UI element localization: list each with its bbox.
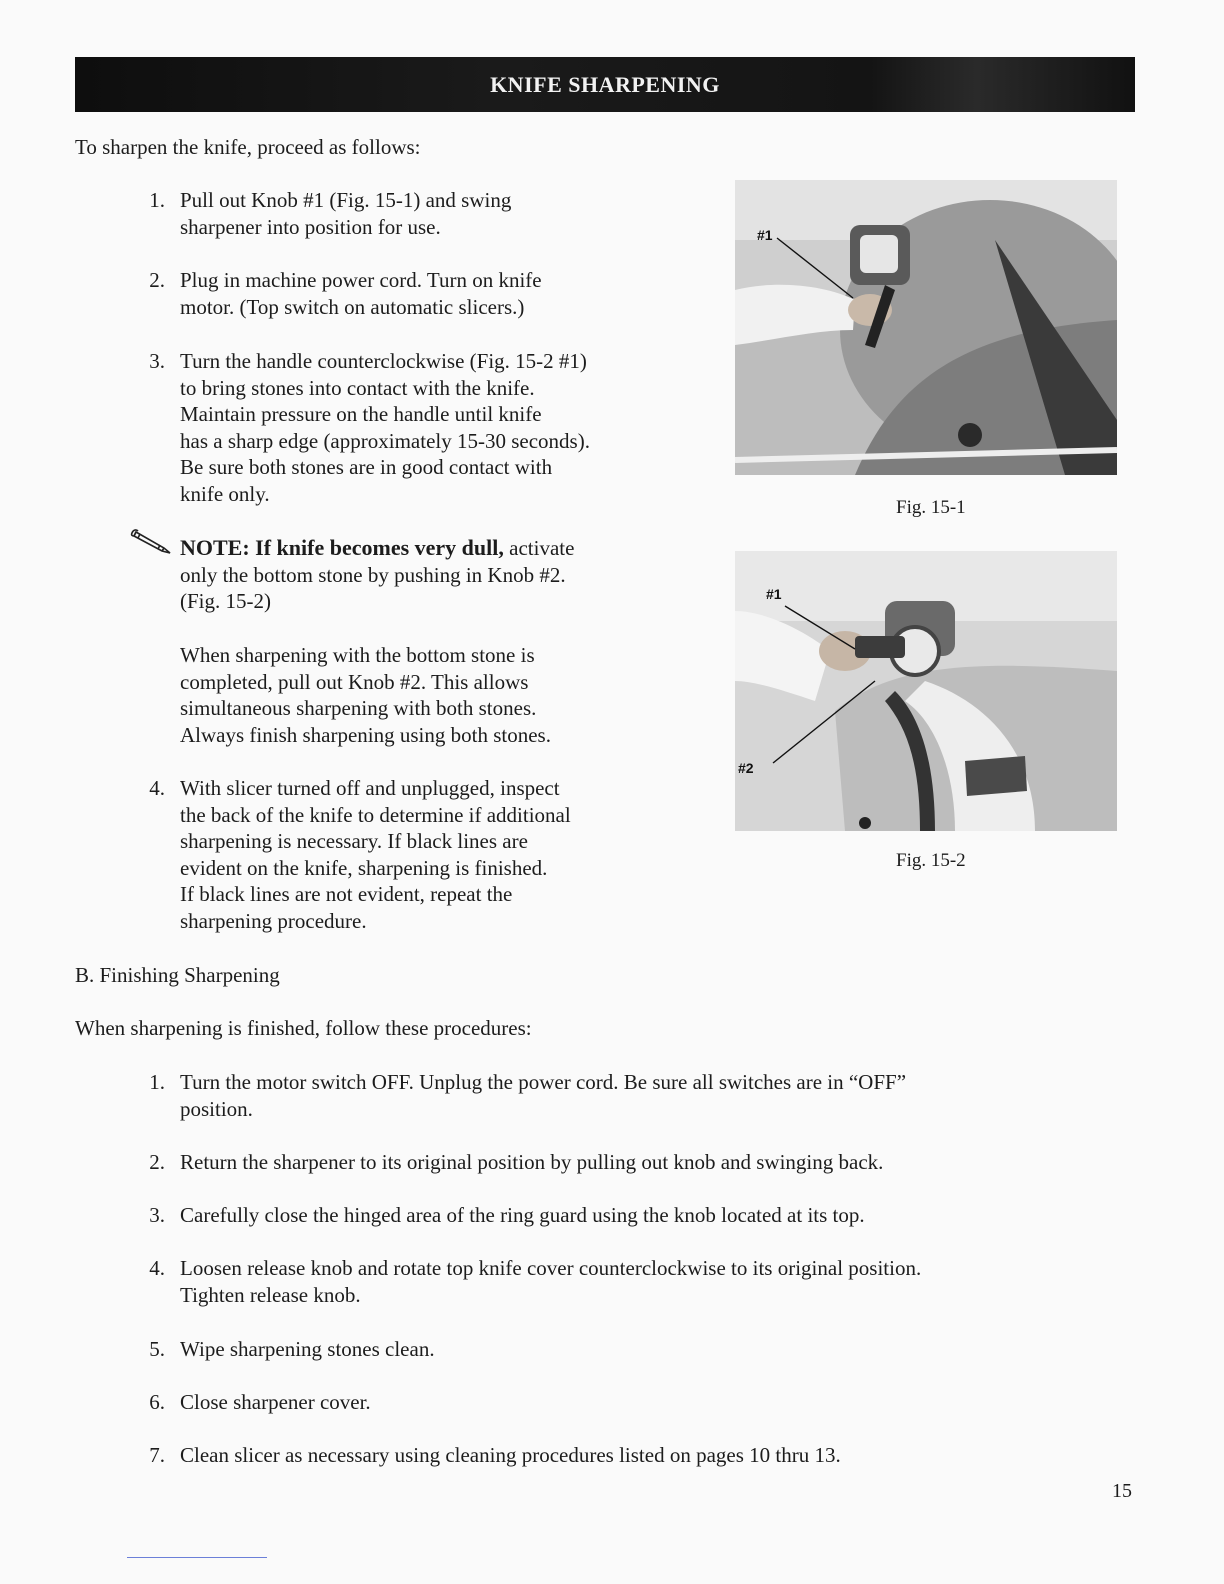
step-line: Pull out Knob #1 (Fig. 15-1) and swing — [180, 188, 512, 212]
intro-text: To sharpen the knife, proceed as follows: — [75, 135, 421, 159]
step-3 — [180, 348, 590, 507]
step-line: the back of the knife to determine if additional — [180, 802, 571, 827]
step-number: 4. — [149, 776, 165, 800]
step-line: Turn the motor switch OFF. Unplug the power cord. Be sure all switches are in “OFF” — [180, 1070, 907, 1094]
note-line: Always finish sharpening using both stones. — [180, 722, 551, 747]
finish-step-1 — [180, 1069, 906, 1122]
step-line: position. — [180, 1096, 253, 1121]
step-line: Plug in machine power cord. Turn on knife — [180, 268, 542, 292]
note-first-line — [180, 535, 574, 562]
note-line: completed, pull out Knob #2. This allows — [180, 669, 529, 694]
step-line: With slicer turned off and unplugged, inspect — [180, 776, 560, 800]
finish-step-5: Wipe sharpening stones clean. — [180, 1337, 435, 1361]
step-number: 3. — [149, 349, 165, 373]
note-rest: activate — [503, 536, 575, 560]
step-number: 2. — [149, 1150, 165, 1174]
figure-marker: #2 — [738, 760, 754, 776]
finish-step-7: Clean slicer as necessary using cleaning procedures listed on pages 10 thru 13. — [180, 1443, 841, 1467]
note-bold-label: NOTE: If knife becomes very dull, — [180, 535, 504, 560]
step-number: 7. — [149, 1443, 165, 1467]
page-number: 15 — [1112, 1480, 1132, 1502]
figure-caption: Fig. 15-1 — [896, 497, 966, 518]
page-title: KNIFE SHARPENING — [490, 71, 720, 97]
step-line: Maintain pressure on the handle until knife — [180, 402, 542, 426]
finish-step-2: Return the sharpener to its original position by pulling out knob and swinging back. — [180, 1150, 884, 1174]
section-intro: When sharpening is finished, follow these procedures: — [75, 1016, 532, 1040]
section-heading: B. Finishing Sharpening — [75, 963, 280, 987]
figure-marker: #1 — [766, 586, 782, 602]
step-line: Loosen release knob and rotate top knife cover counterclockwise to its original position. — [180, 1256, 922, 1280]
note-line: (Fig. 15-2) — [180, 589, 271, 613]
step-line: evident on the knife, sharpening is finished. — [180, 855, 548, 880]
figure-15-2-callouts — [735, 551, 1117, 831]
figure-15-1-callout — [735, 180, 1117, 475]
section-header — [75, 57, 1135, 112]
note-line: When sharpening with the bottom stone is — [180, 643, 535, 667]
note-paragraph-2 — [180, 642, 551, 748]
figure-caption: Fig. 15-2 — [896, 850, 966, 871]
step-line: sharpening procedure. — [180, 908, 367, 933]
finish-step-4 — [180, 1255, 921, 1308]
step-number: 2. — [149, 268, 165, 292]
step-line: Be sure both stones are in good contact with — [180, 455, 553, 479]
note-line: simultaneous sharpening with both stones. — [180, 696, 537, 720]
step-line: sharpener into position for use. — [180, 214, 441, 239]
step-number: 1. — [149, 1070, 165, 1094]
note-line: only the bottom stone by pushing in Knob #2. — [180, 562, 566, 587]
step-line: to bring stones into contact with the knife. — [180, 375, 535, 400]
step-line: sharpening is necessary. If black lines are — [180, 829, 528, 853]
step-line: knife only. — [180, 481, 270, 506]
step-number: 5. — [149, 1337, 165, 1361]
step-2 — [180, 267, 542, 320]
footer-rule — [127, 1557, 267, 1558]
step-number: 6. — [149, 1390, 165, 1414]
step-line: has a sharp edge (approximately 15-30 seconds). — [180, 428, 590, 453]
step-line: If black lines are not evident, repeat the — [180, 882, 513, 906]
finish-step-3: Carefully close the hinged area of the ring guard using the knob located at its top. — [180, 1203, 865, 1227]
step-line: motor. (Top switch on automatic slicers.) — [180, 294, 525, 319]
step-4 — [180, 775, 571, 934]
figure-marker: #1 — [757, 227, 773, 243]
step-number: 1. — [149, 188, 165, 212]
note-block — [180, 535, 574, 615]
step-number: 4. — [149, 1256, 165, 1280]
finish-step-6: Close sharpener cover. — [180, 1390, 371, 1414]
step-number: 3. — [149, 1203, 165, 1227]
pencil-note-icon — [130, 526, 176, 556]
step-1 — [180, 187, 511, 240]
step-line: Tighten release knob. — [180, 1282, 361, 1307]
step-line: Turn the handle counterclockwise (Fig. 15-2 #1) — [180, 349, 587, 373]
